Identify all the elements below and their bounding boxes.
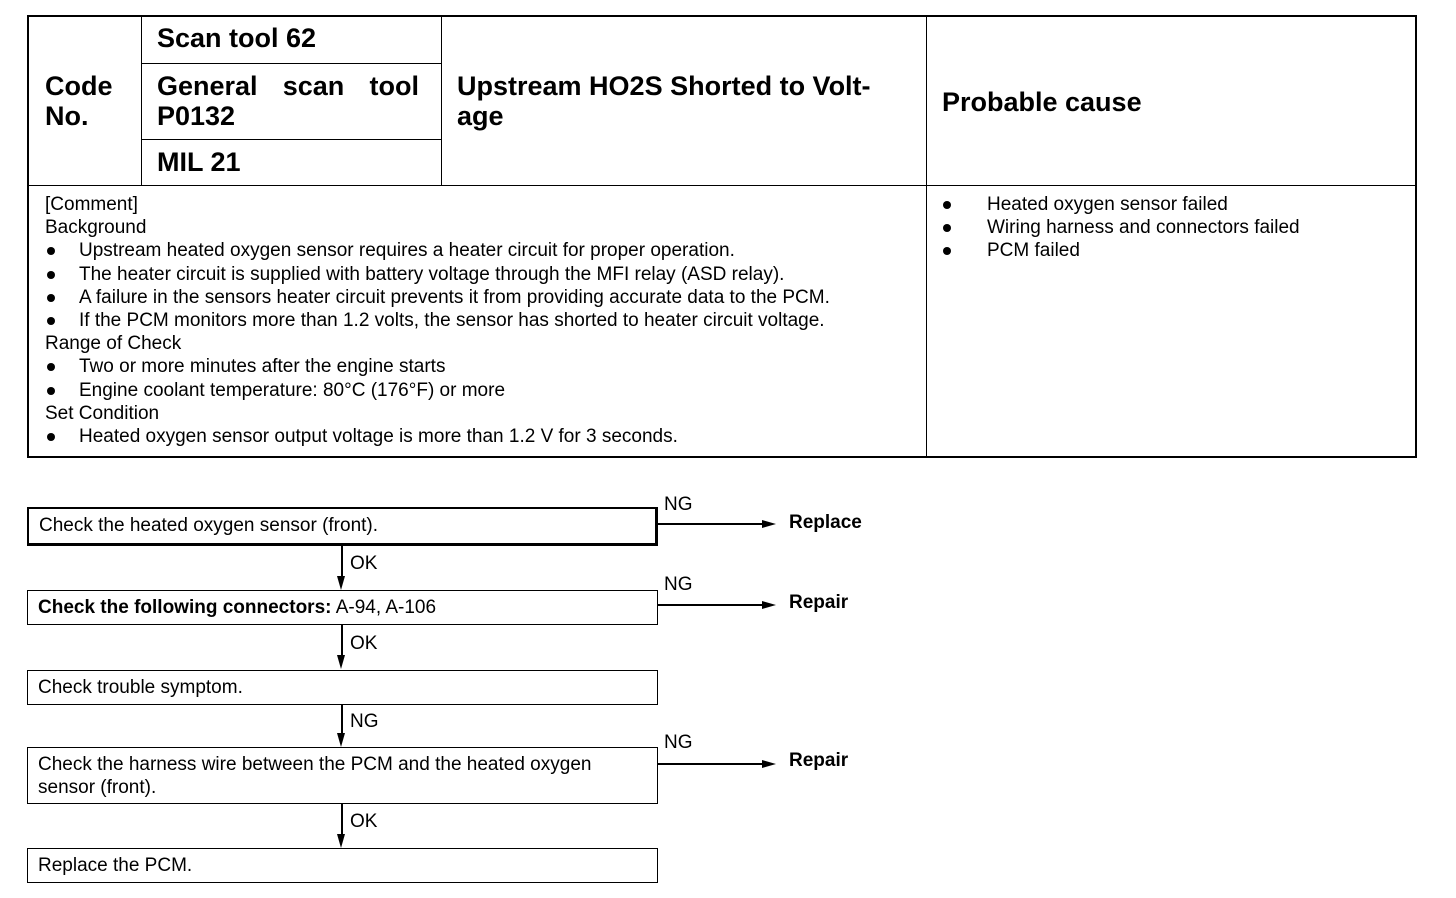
flow-step-check-harness [27, 747, 658, 804]
ng-label: NG [350, 711, 379, 732]
list-item: Upstream heated oxygen sensor requires a heater circuit for proper operation. [45, 239, 925, 262]
divider [926, 17, 927, 458]
action-replace: Replace [789, 512, 862, 533]
list-item: Wiring harness and connectors failed [942, 216, 1402, 239]
action-repair: Repair [789, 592, 849, 613]
ng-arrow [658, 604, 764, 606]
flow-step-check-connectors [27, 590, 658, 625]
action-repair: Repair [789, 750, 849, 771]
list-item: Two or more minutes after the engine starts [45, 355, 925, 378]
probable-cause-list [942, 193, 1402, 263]
list-item: A failure in the sensors heater circuit prevents it from providing accurate data to the PCM. [45, 286, 925, 309]
divider [29, 185, 1415, 186]
list-item: Engine coolant temperature: 80°C (176°F) or more [45, 379, 925, 402]
general-scan-tool-code: General scan tool P0132 [157, 71, 419, 131]
set-condition-label: Set Condition [45, 402, 160, 424]
ng-arrow [658, 763, 764, 765]
background-label: Background [45, 217, 147, 239]
arrow-head [762, 520, 776, 528]
comment-label: [Comment] [45, 194, 138, 215]
arrow-head [337, 733, 345, 747]
dtc-title: Upstream HO2S Shorted to Volt-age [457, 71, 871, 131]
arrow-head [762, 601, 776, 609]
list-item: The heater circuit is supplied with battery voltage through the MFI relay (ASD relay). [45, 263, 925, 286]
ok-label: OK [350, 633, 378, 654]
dtc-info-table [27, 15, 1417, 458]
ng-arrow [341, 705, 343, 733]
arrow-head [762, 760, 776, 768]
flow-step-text: Check the heated oxygen sensor (front). [39, 515, 379, 536]
arrow-head [337, 576, 345, 590]
ng-label: NG [664, 732, 693, 753]
range-of-check-label: Range of Check [45, 333, 182, 355]
list-item: PCM failed [942, 239, 1402, 262]
code-number-label: Code No. [45, 71, 113, 131]
ok-label: OK [350, 553, 378, 574]
flow-step-text: Check the harness wire between the PCM and the heated oxygen sensor (front). [38, 754, 592, 798]
flow-step-check-sensor [27, 507, 658, 546]
ok-label: OK [350, 811, 378, 832]
divider [141, 139, 441, 140]
mil-code: MIL 21 [157, 147, 241, 177]
list-item: Heated oxygen sensor output voltage is more than 1.2 V for 3 seconds. [45, 425, 925, 448]
ng-label: NG [664, 574, 693, 595]
list-item: If the PCM monitors more than 1.2 volts, the sensor has shorted to heater circuit voltage. [45, 309, 925, 332]
flow-step-text-bold: Check the following connectors: [38, 597, 332, 618]
ok-arrow [341, 804, 343, 834]
ok-arrow [341, 546, 343, 576]
list-item: Heated oxygen sensor failed [942, 193, 1402, 216]
flow-step-check-symptom [27, 670, 658, 705]
arrow-head [337, 655, 345, 669]
flow-step-replace-pcm [27, 848, 658, 883]
connector-ids: A-94, A-106 [331, 597, 437, 618]
flow-step-text: Replace the PCM. [38, 855, 193, 876]
ok-arrow [341, 625, 343, 655]
flow-step-text: Check trouble symptom. [38, 677, 243, 698]
probable-cause-heading: Probable cause [942, 87, 1142, 117]
divider [141, 63, 441, 64]
ng-arrow [658, 523, 764, 525]
ng-label: NG [664, 494, 693, 515]
scan-tool-code: Scan tool 62 [157, 23, 317, 53]
comment-section [45, 193, 925, 448]
arrow-head [337, 834, 345, 848]
divider [441, 17, 442, 185]
